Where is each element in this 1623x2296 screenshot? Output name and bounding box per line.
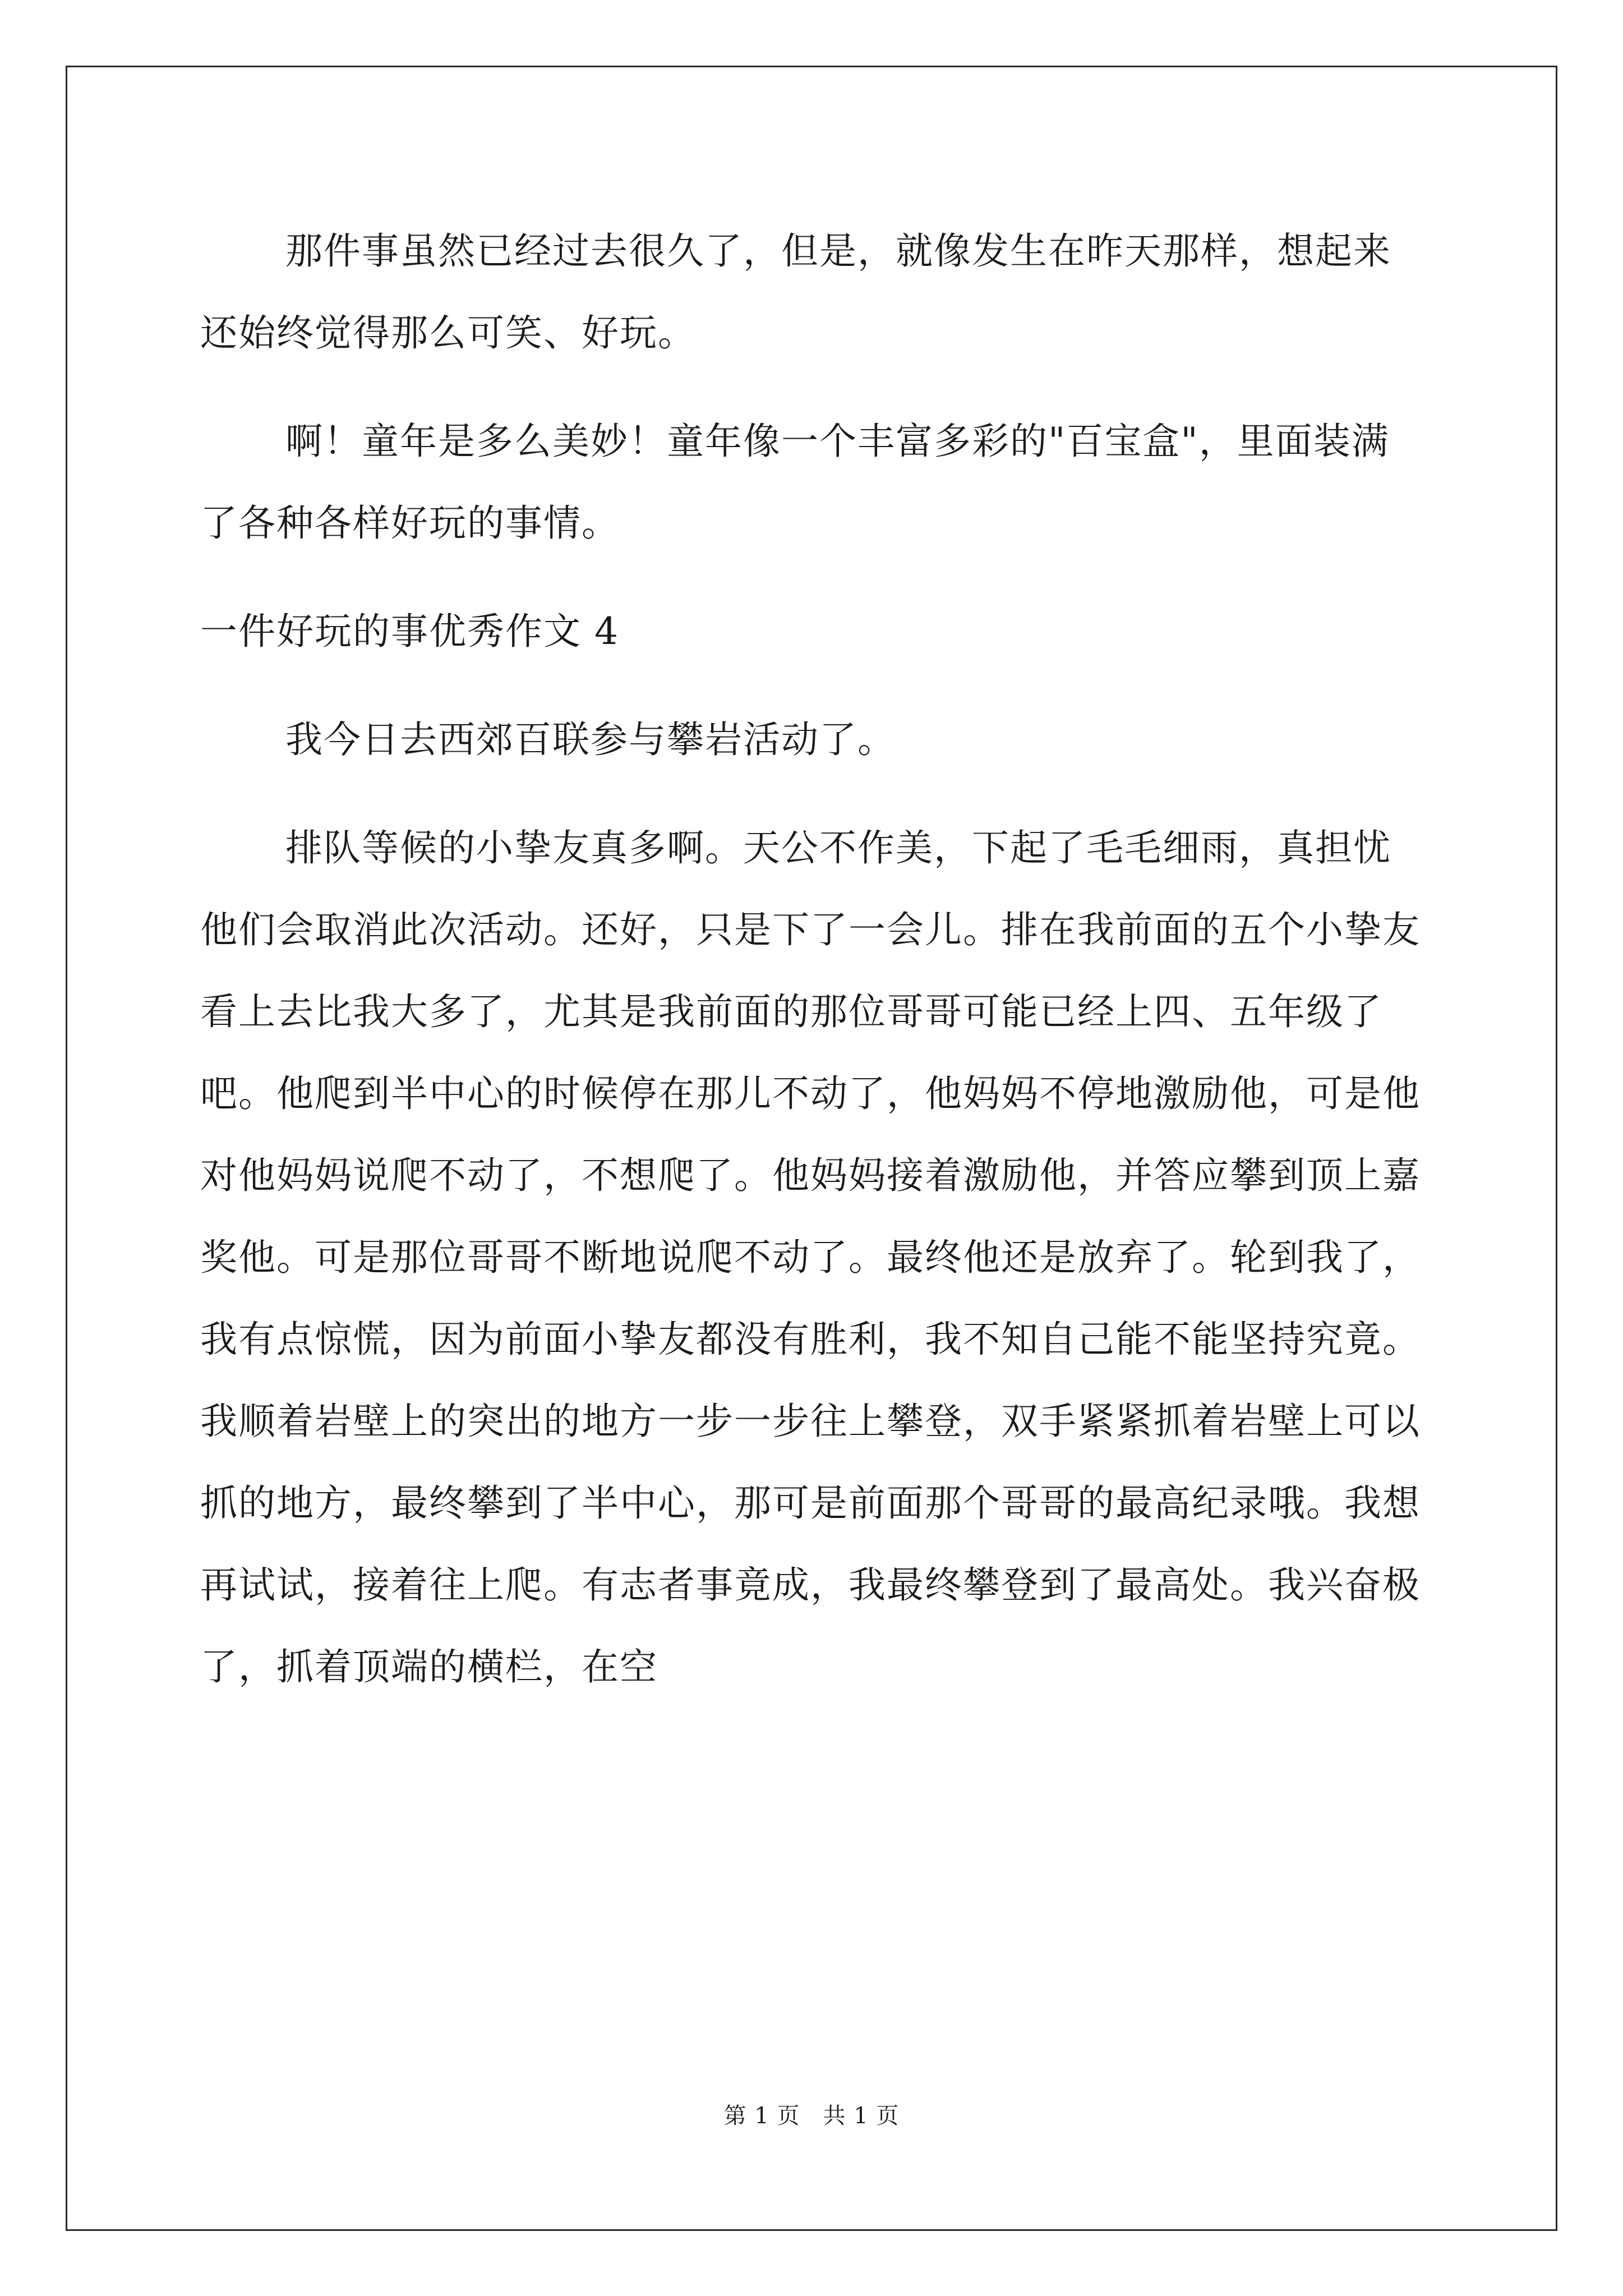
section-title: 一件好玩的事优秀作文 4: [200, 610, 619, 653]
paragraph-4: 排队等候的小挚友真多啊。天公不作美，下起了毛毛细雨，真担忧他们会取消此次活动。还好，只是下了一会儿。排在我前面的五个小挚友看上去比我大多了，尤其是我前面的那位哥哥可能已经上四、五年级了吧。他爬到半中心的时候停在那儿不动了，他妈妈不停地激励他，可是他对他妈妈说爬不动了，不想爬了。他妈妈接着激励他，并答应攀到顶上嘉奖他。可是那位哥哥不断地说爬不动了。最终他还是放弃了。轮到我了，我有点惊慌，因为前面小挚友都没有胜利，我不知自己能不能坚持究竟。我顺着岩壁上的突出的地方一步一步往上攀登，双手紧紧抓着岩壁上可以抓的地方，最终攀到了半中心，那可是前面那个哥哥的最高纪录哦。我想再试试，接着往上爬。有志者事竟成，我最终攀登到了最高处。我兴奋极了，抓着顶端的横栏，在空: [200, 826, 1421, 1688]
document-body: [200, 210, 1426, 1734]
paragraph-2: 啊！童年是多么美妙！童年像一个丰富多彩的"百宝盒"，里面装满了各种各样好玩的事情。: [200, 420, 1390, 545]
paragraph-1: 那件事虽然已经过去很久了，但是，就像发生在昨天那样，想起来还始终觉得那么可笑、好玩。: [200, 229, 1391, 355]
paragraph-3: 我今日去西郊百联参与攀岩活动了。: [285, 718, 896, 761]
page-number-footer: 第 1 页 共 1 页: [723, 2103, 900, 2129]
